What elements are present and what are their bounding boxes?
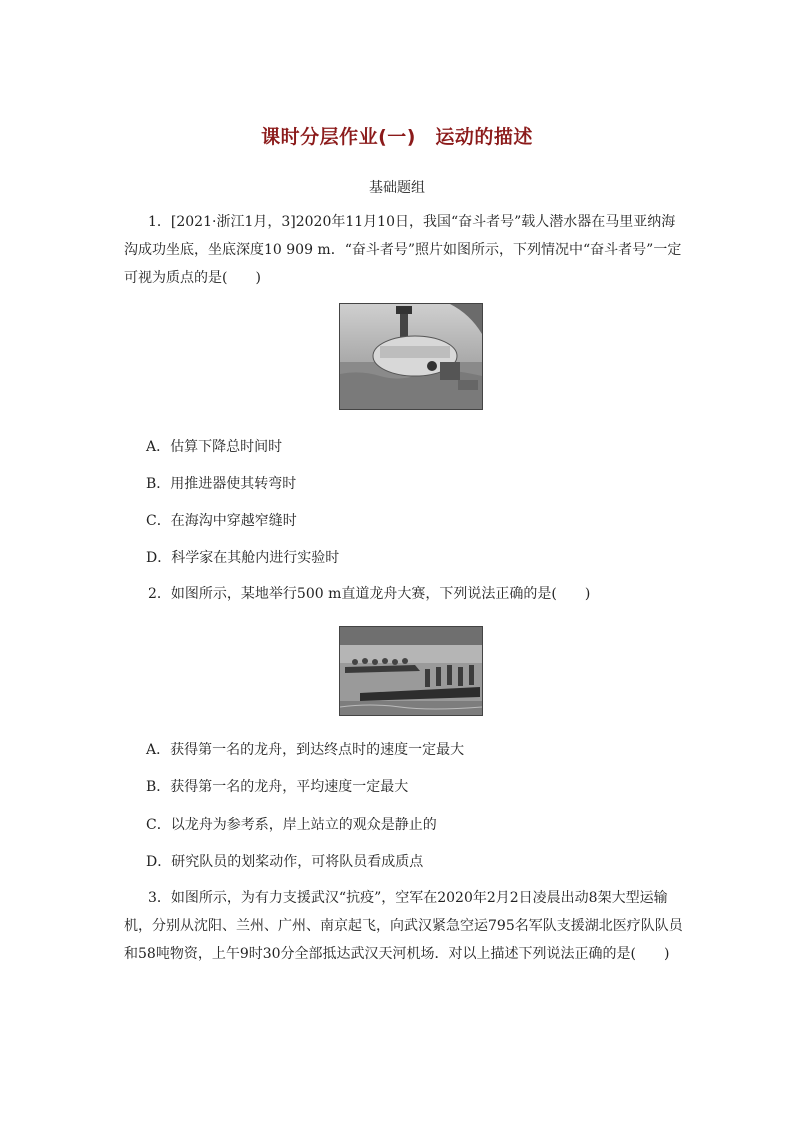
question-3-text: 3．如图所示，为有力支援武汉“抗疫”，空军在2020年2月2日凌晨出动8架大型运输机，分别从沈阳、兰州、广州、南京起飞，向武汉紧急空运795名军队支援湖北医疗队队员和58吨物资，上午9时30分全部抵达武汉天河机场．对以上描述下列说法正确的是( ) (124, 890, 683, 962)
question-2-text: 2．如图所示，某地举行500 m直道龙舟大赛，下列说法正确的是( ) (148, 586, 591, 602)
submarine-photo (339, 303, 483, 410)
question-1-option-d[interactable]: D．科学家在其舱内进行实验时 (146, 550, 340, 566)
question-2-option-a[interactable]: A．获得第一名的龙舟，到达终点时的速度一定最大 (146, 742, 465, 758)
question-2-option-b[interactable]: B．获得第一名的龙舟，平均速度一定最大 (146, 779, 409, 795)
question-1-text: 1．[2021·浙江1月，3]2020年11月10日，我国“奋斗者号”载人潜水器在马里亚纳海沟成功坐底，坐底深度10 909 m．“奋斗者号”照片如图所示，下列情况中“奋斗者号”一定可视为质点的是( ) (124, 214, 682, 286)
question-3 (124, 884, 684, 968)
question-1-option-c[interactable]: C．在海沟中穿越窄缝时 (146, 513, 297, 529)
question-2-option-d[interactable]: D．研究队员的划桨动作，可将队员看成质点 (146, 854, 424, 870)
dragon-boat-photo (339, 626, 483, 716)
question-1-option-a[interactable]: A．估算下降总时间时 (146, 439, 283, 455)
page-title: 课时分层作业(一) 运动的描述 (261, 126, 533, 148)
question-2-option-c[interactable]: C．以龙舟为参考系，岸上站立的观众是静止的 (146, 817, 437, 833)
section-heading: 基础题组 (369, 180, 425, 196)
question-1 (124, 208, 684, 292)
question-2 (124, 580, 684, 608)
question-1-option-b[interactable]: B．用推进器使其转弯时 (146, 476, 297, 492)
